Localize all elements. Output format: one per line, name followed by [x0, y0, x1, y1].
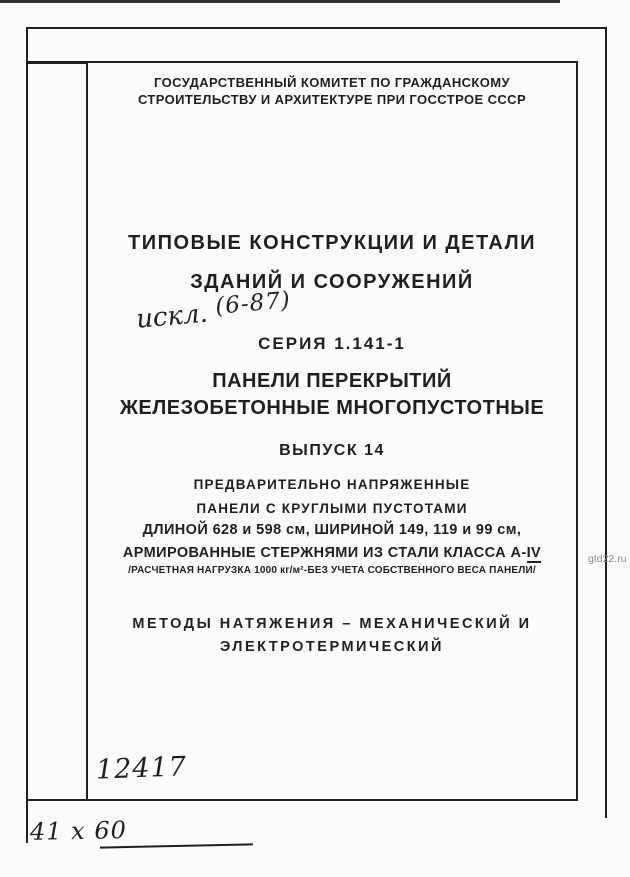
series-main-title	[86, 224, 578, 302]
inner-frame-top-extension	[26, 61, 88, 64]
handwritten-inventory-number: 12417	[95, 751, 188, 786]
document-title	[86, 368, 578, 422]
panel-description-line1: ПРЕДВАРИТЕЛЬНО НАПРЯЖЕННЫЕ	[193, 477, 471, 492]
organization-name-line1: ГОСУДАРСТВЕННЫЙ КОМИТЕТ ПО ГРАЖДАНСКОМУ	[154, 75, 510, 90]
outer-frame-top-line	[26, 27, 607, 29]
series-main-title-line1: ТИПОВЫЕ КОНСТРУКЦИИ И ДЕТАЛИ	[127, 232, 537, 254]
handwritten-format-note: 41 х 60	[29, 816, 128, 846]
series-number: СЕРИЯ 1.141-1	[258, 334, 406, 353]
reinforcement-text: АРМИРОВАННЫЕ СТЕРЖНЯМИ ИЗ СТАЛИ КЛАССА А-	[122, 545, 527, 561]
inner-frame-border	[86, 61, 578, 801]
panel-description-line2: ПАНЕЛИ С КРУГЛЫМИ ПУСТОТАМИ	[196, 500, 468, 516]
tension-methods-line2: ЭЛЕКТРОТЕРМИЧЕСКИЙ	[220, 639, 444, 655]
tension-methods-line1: МЕТОДЫ НАТЯЖЕНИЯ – МЕХАНИЧЕСКИЙ И	[132, 616, 532, 632]
handwritten-exclusion-ref: (6-87)	[214, 287, 292, 320]
scan-edge-artifact	[0, 0, 560, 3]
steel-class-designation: IV	[526, 545, 542, 561]
outer-frame-right-line	[605, 27, 607, 818]
panel-description-lower	[86, 519, 578, 565]
issue-number: ВЫПУСК 14	[279, 442, 385, 459]
panel-dimensions-line: ДЛИНОЙ 628 и 598 см, ШИРИНОЙ 149, 119 и 99 см,	[142, 522, 522, 538]
handwritten-exclusion-word: искл.	[134, 298, 209, 335]
outer-frame-left-line	[26, 27, 28, 843]
site-watermark: gtd22.ru	[588, 553, 627, 565]
organization-name-line2: СТРОИТЕЛЬСТВУ И АРХИТЕКТУРЕ ПРИ ГОССТРОЕ СССР	[137, 92, 527, 107]
series-main-title-line2: ЗДАНИЙ И СООРУЖЕНИЙ	[190, 271, 474, 293]
document-title-line1: ПАНЕЛИ ПЕРЕКРЫТИЙ	[212, 370, 452, 392]
panel-reinforcement-line	[86, 542, 578, 565]
organization-name	[86, 74, 578, 108]
design-load-note: /РАСЧЕТНАЯ НАГРУЗКА 1000 кг/м²-БЕЗ УЧЕТА СОБСТВЕННОГО ВЕСА ПАНЕЛИ/	[128, 565, 536, 576]
inner-frame-bottom-extension	[26, 799, 88, 801]
document-title-line2: ЖЕЛЕЗОБЕТОННЫЕ МНОГОПУСТОТНЫЕ	[119, 397, 545, 419]
tension-methods	[86, 613, 578, 659]
panel-description-upper	[86, 473, 578, 520]
